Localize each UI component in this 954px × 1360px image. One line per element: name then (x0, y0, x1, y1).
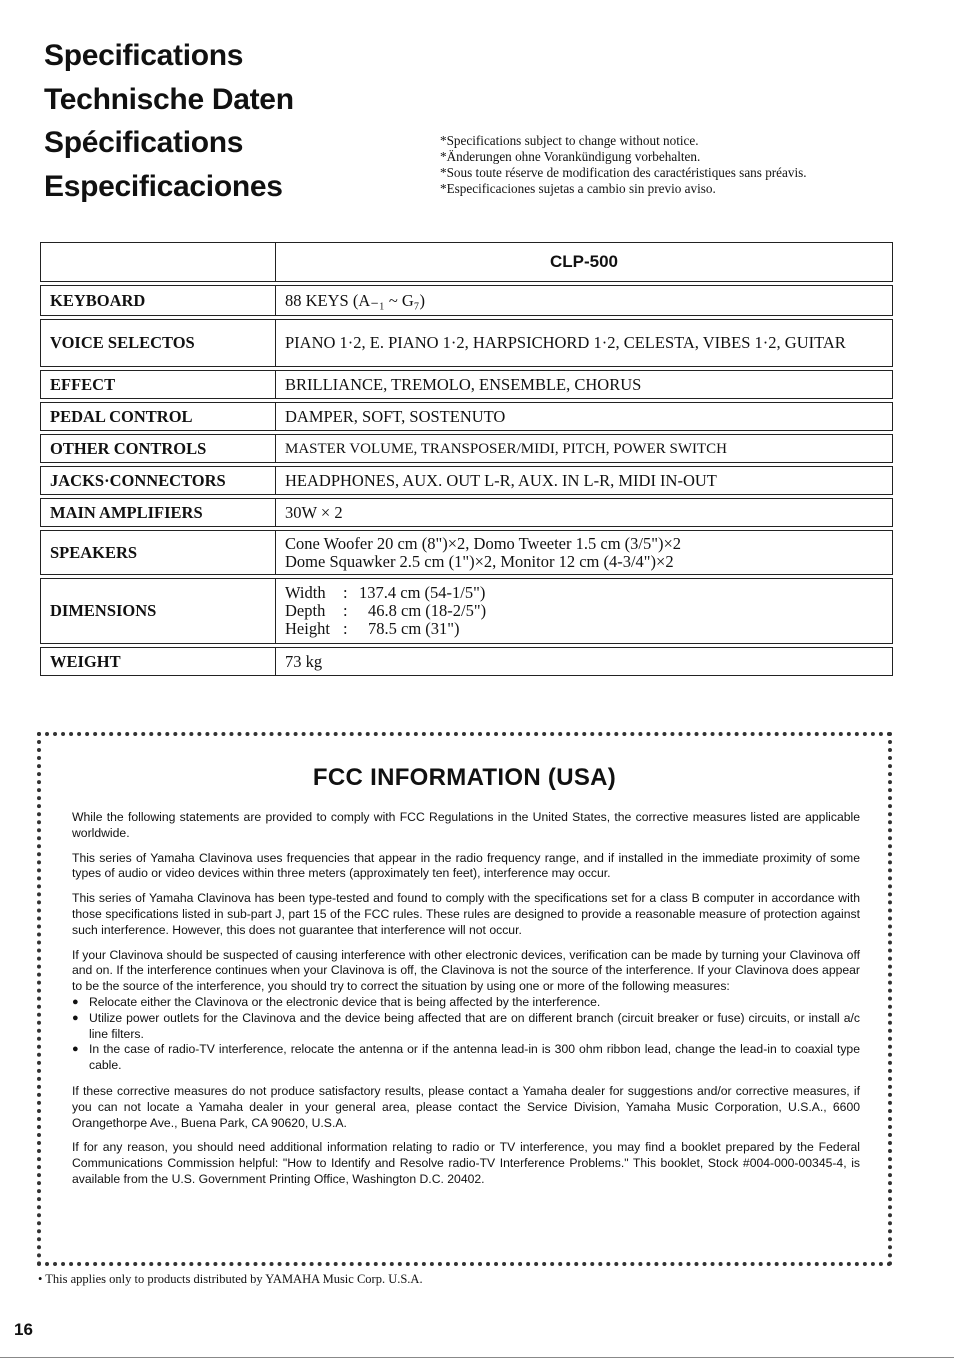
row-value: PIANO 1·2, E. PIANO 1·2, HARPSICHORD 1·2, CELESTA, VIBES 1·2, GUITAR (275, 319, 893, 367)
title-de: Technische Daten (44, 82, 294, 116)
fcc-information-box (37, 732, 892, 1266)
depth-value: 46.8 cm (18-2/5") (368, 601, 487, 620)
row-label: PEDAL CONTROL (40, 402, 275, 431)
spec-table (40, 239, 893, 679)
height-value: 78.5 cm (31") (368, 619, 460, 638)
row-label: WEIGHT (40, 647, 275, 676)
note-es: *Especificaciones sujetas a cambio sin previo aviso. (440, 181, 716, 196)
row-value: BRILLIANCE, TREMOLO, ENSEMBLE, CHORUS (275, 370, 893, 399)
fcc-paragraph: If for any reason, you should need additional information relating to radio or TV interference, you may find a booklet prepared by the Federal Communications Commission helpful: "How to Identify and Resolve radio-TV Interference Problems." This booklet, Stock #004-000-00345-4, is available from the U.S. Government Printing Office, Washington D.C. 20402. (72, 1140, 860, 1186)
title-fr: Spécifications (44, 126, 244, 159)
fcc-paragraph: While the following statements are provided to comply with FCC Regulations in the United States, the corrective measures listed are applicable worldwide. (72, 810, 860, 840)
bottom-rule (0, 1357, 954, 1358)
footnote: • This applies only to products distributed by YAMAHA Music Corp. U.S.A. (38, 1272, 423, 1286)
row-label: DIMENSIONS (40, 578, 275, 644)
separator: : (343, 601, 348, 620)
row-value: MASTER VOLUME, TRANSPOSER/MIDI, PITCH, POWER SWITCH (275, 434, 893, 463)
dimensions-grid (285, 584, 883, 638)
note-de: *Änderungen ohne Vorankündigung vorbehalten. (440, 149, 701, 164)
fcc-title: FCC INFORMATION (USA) (312, 764, 617, 791)
width-value: 137.4 cm (54-1/5") (359, 583, 486, 602)
separator: : (343, 619, 348, 638)
separator: : (343, 583, 348, 602)
table-row (40, 498, 893, 527)
fcc-paragraph: If your Clavinova should be suspected of causing interference with other electronic devices, verification can be made by turning your Clavinova off and on. If the interference continues when your Clavinova is off, the Clavinova is not the source of the interference. If your Clavinova does appear to be the source of the interference, you should try to correct the situation by using one or more of the following measures: (72, 947, 860, 994)
table-row (40, 370, 893, 399)
row-value (275, 530, 893, 575)
table-row (40, 402, 893, 431)
table-row (40, 434, 893, 463)
table-row (40, 647, 893, 676)
table-row (40, 530, 893, 575)
row-value: 88 KEYS (A₋₁ ~ G₇) (275, 285, 893, 316)
fcc-body (72, 810, 860, 1197)
row-value: DAMPER, SOFT, SOSTENUTO (275, 402, 893, 431)
table-row (40, 578, 893, 644)
fcc-measures-list (72, 995, 860, 1074)
fcc-paragraph: If these corrective measures do not produce satisfactory results, please contact a Yamaha dealer for suggestions and/or corrective measures, if you can not locate a Yamaha dealer in your general area, please contact the Service Division, Yamaha Music Corporation, U.S.A., 6600 Orangethorpe Ave., Buena Park, CA 90620, U.S.A. (72, 1083, 860, 1130)
change-notice (440, 133, 807, 197)
table-row (40, 466, 893, 495)
title-es: Especificaciones (44, 169, 283, 203)
row-label: MAIN AMPLIFIERS (40, 498, 275, 527)
note-en: *Specifications subject to change without notice. (440, 133, 699, 148)
table-header-row (40, 242, 893, 282)
row-value (275, 578, 893, 644)
row-value: HEADPHONES, AUX. OUT L-R, AUX. IN L-R, MIDI IN-OUT (275, 466, 893, 495)
title-en: Specifications (44, 39, 244, 72)
row-label: JACKS·CONNECTORS (40, 466, 275, 495)
row-label: EFFECT (40, 370, 275, 399)
page-number: 16 (14, 1320, 33, 1339)
fcc-paragraph: This series of Yamaha Clavinova has been type-tested and found to comply with the specifications set for a class B computer in accordance with those specifications listed in sub-part J, part 15 of the FCC rules. These rules are designed to provide a reasonable measure of protection against such interference. However, this does not guarantee that interference will not occur. (72, 891, 860, 937)
table-row (40, 285, 893, 316)
row-label: SPEAKERS (40, 530, 275, 575)
row-value: 73 kg (275, 647, 893, 676)
speakers-line-1: Cone Woofer 20 cm (8")×2, Domo Tweeter 1.5 cm (3/5")×2 (285, 533, 682, 553)
title-block (44, 34, 294, 208)
width-label: Width (285, 583, 326, 602)
row-label: KEYBOARD (40, 285, 275, 316)
list-item: ● Utilize power outlets for the Clavinova and the device being affected that are on different branch (circuit breaker or fuse) circuits, or install a/c line filters. (72, 1011, 860, 1043)
row-value: 30W × 2 (275, 498, 893, 527)
table-row (40, 319, 893, 367)
height-label: Height (285, 619, 330, 638)
row-label: OTHER CONTROLS (40, 434, 275, 463)
header-empty-cell (40, 242, 275, 282)
list-item: ● In the case of radio-TV interference, relocate the antenna or if the antenna lead-in is 300 ohm ribbon lead, change the lead-in to coaxial type cable. (72, 1042, 860, 1074)
model-name: CLP-500 (275, 242, 893, 282)
row-label: VOICE SELECTOS (40, 319, 275, 367)
fcc-paragraph: This series of Yamaha Clavinova uses frequencies that appear in the radio frequency range, and if installed in the immediate proximity of some types of audio or video devices within three meters (approximately ten feet), interference may occur. (72, 850, 860, 881)
note-fr: *Sous toute réserve de modification des caractéristiques sans préavis. (440, 165, 807, 180)
speakers-line-2: Dome Squawker 2.5 cm (1")×2, Monitor 12 cm (4-3/4")×2 (285, 551, 674, 571)
list-item: ● Relocate either the Clavinova or the electronic device that is being affected by the interference. (72, 995, 860, 1011)
depth-label: Depth (285, 601, 326, 620)
